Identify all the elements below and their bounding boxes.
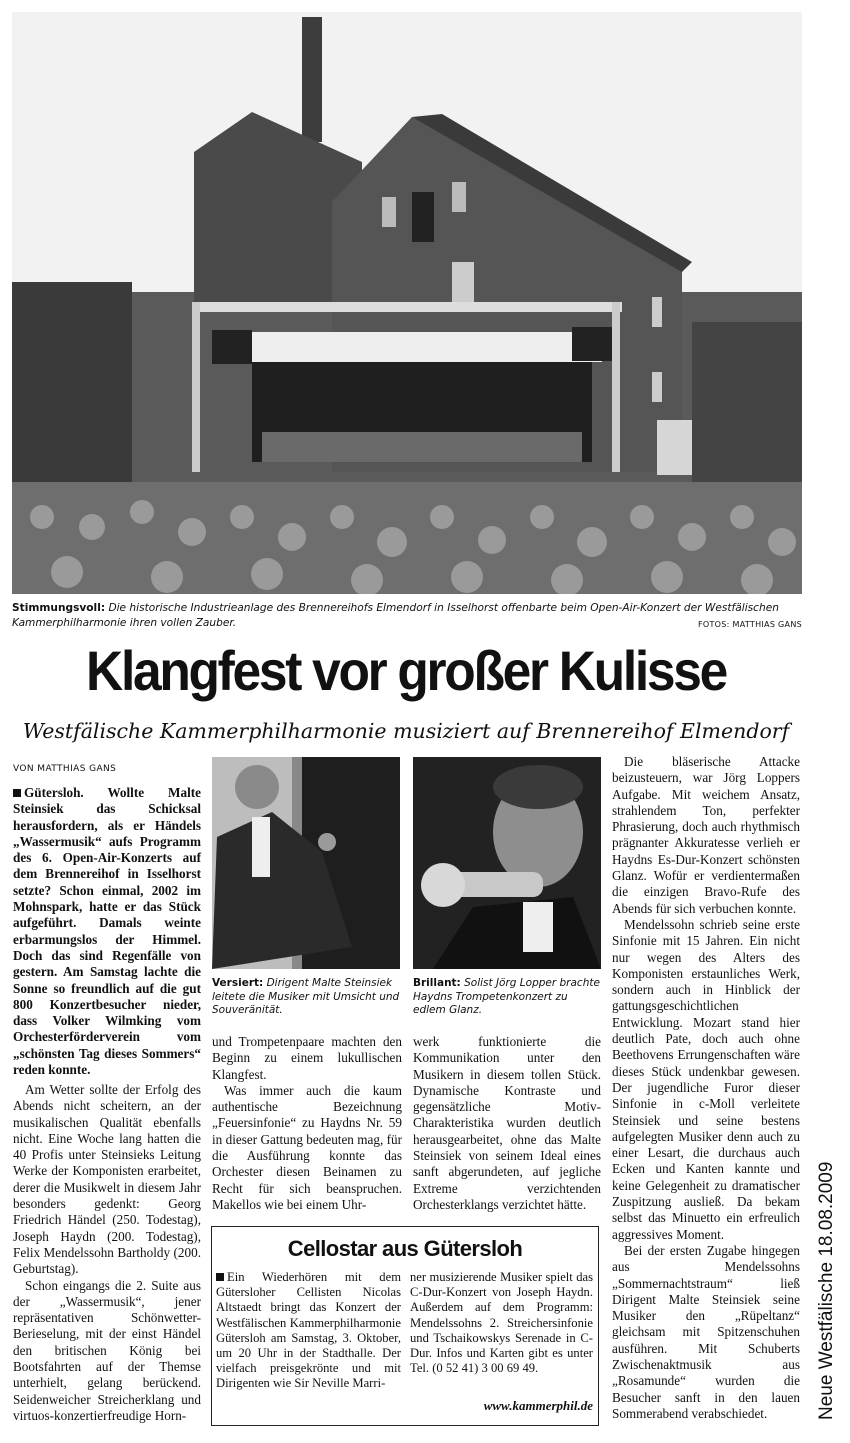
article-paragraph: Was immer auch die kaum authentische Bezeichnung „Feuersinfonie“ zu Haydns Nr. 59 in dieser Gattung bedeuten mag, für die Ausführung konnte das Orchester diesen Beinamen zu Recht für sich beanspruchen. Makellos wie bei einem Uhr- — [212, 1082, 402, 1212]
trumpet-photo-caption — [413, 977, 603, 1018]
article-paragraph: Mendelssohn schrieb seine erste Sinfonie mit 15 Jahren. Ein nicht nur wegen des Alters des Komponisten erstaunliches Werk, sondern auch in Hinblick der gattungsgeschichtlichen Entwicklung. Mozart stand hier deutlich Pate, doch auch ohne Beethovens Errungenschaften wäre dieses Stück undenkbar gewesen. Der jugendliche Furor dieser Sinfonie in c-Moll verleitete Steinsiek und seine bestens aufgelegten Musiker denn auch zu einer Lesart, die durchaus auch Ecken und Kanten kannte und keine Gelegenheit zu dramatischer Zuspitzung ausließ. Da bekam selbst das Minuetto ein erfreulich aggressives Moment. — [612, 916, 800, 1242]
article-paragraph: werk funktionierte die Kommunikation unter den Musikern in diesem tollen Stück. Dynamische Kontraste und gegensätzliche Motiv-Charakteristika wurden deutlich herausgearbeitet, ohne das Malte Steinsiek von seinem Ideal eines sanft abgerundeten, auf jegliche Extreme verzichtenden Orchesterklangs verzichtet hätte. — [413, 1034, 601, 1212]
conductor-photo-caption — [212, 977, 402, 1018]
article-paragraph: Am Wetter sollte der Erfolg des Abends nicht scheitern, an der musikalischen Qualität ebenfalls nicht. Eine Woche lang hatten die 40 Profis unter Steinsieks Leitung Werke der Komponisten erarbeitet, derer die Musikwelt in diesem Jahr besonders gedenkt: Georg Friedrich Händel (250. Todestag), Joseph Haydn (200. Todestag), Felix Mendelssohn Bartholdy (200. Geburtstag). — [13, 1082, 201, 1277]
article-column-1-continued — [13, 1082, 201, 1424]
source-label-text: Neue Westfälische 18.08.2009 — [816, 1161, 837, 1420]
headline: Klangfest vor großer Kulisse — [86, 639, 726, 702]
info-box-column-2 — [410, 1270, 593, 1376]
article-lead: Gütersloh. Wollte Malte Steinsiek das Schicksal herausfordern, als er Händels „Wassermusik“ aufs Programm des 6. Open-Air-Konzerts auf dem Brennereihof in Isselhorst setzte? Schon einmal, 2002 im Mohnspark, hatte er das Stück aufgeführt. Damals weinte erbarmungslos der Himmel. Doch das sind Regenfälle von gestern. Am Samstag lachte die Sonne so freundlich auf die gut 800 Konzertbesucher nieder, dass Volker Wilmking vom Orchesterförderverein vom „schönsten Tag dieses Sommers“ reden konnte. — [13, 785, 201, 1078]
article-paragraph: und Trompetenpaare machten den Beginn zu einem lukullischen Klangfest. — [212, 1034, 402, 1082]
info-box-column-1 — [216, 1270, 401, 1392]
conductor-caption-text: Dirigent Malte Steinsiek leitete die Musiker mit Umsicht und Souveränität. — [212, 977, 400, 1016]
main-photo-caption-text: Die historische Industrieanlage des Brennereihofs Elmendorf in Isselhorst offenbarte beim Open-Air-Konzert der Westfälischen Kammerphilharmonie ihren vollen Zauber. — [12, 602, 779, 629]
info-box-text: Ein Wiederhören mit dem Gütersloher Cellisten Nicolas Altstaedt bringt das Konzert der Westfälischen Kammerphilharmonie Gütersloh am Samstag, 3. Oktober, um 20 Uhr in der Stadthalle. Der vielfach preisgekrönte und mit Dirigenten wie Sir Neville Marri- — [216, 1270, 401, 1391]
byline: VON MATTHIAS GANS — [13, 764, 117, 774]
subheadline: Westfälische Kammerphilharmonie musiziert auf Brennereihof Elmendorf — [22, 719, 790, 743]
trumpet-caption-label: Brillant: — [413, 977, 461, 989]
info-box-url[interactable]: www.kammerphil.de — [483, 1398, 593, 1413]
main-photo-caption-label: Stimmungsvoll: — [12, 602, 106, 614]
paragraph-marker-icon — [216, 1273, 224, 1281]
main-photo — [12, 12, 802, 594]
source-label — [816, 1161, 850, 1420]
paragraph-marker-icon — [13, 789, 21, 797]
article-column-4 — [612, 754, 800, 1422]
info-box-title: Cellostar aus Gütersloh — [287, 1236, 523, 1261]
article-column-2 — [212, 1034, 402, 1213]
article-column-1 — [13, 785, 201, 1078]
conductor-caption-label: Versiert: — [212, 977, 264, 989]
article-column-3 — [413, 1034, 601, 1213]
article-paragraph: Schon eingangs die 2. Suite aus der „Wassermusik“, jener repräsentativen Schönwetter-Berieselung, mit der einst Händel den britischen König bei Bootsfahrten auf der Themse unterhielt, gelang berückend. Seidenweicher Streicherklang und virtuos-konzertierfreudige Horn- — [13, 1277, 201, 1423]
trumpet-caption-text: Solist Jörg Lopper brachte Haydns Trompetenkonzert zu edlem Glanz. — [413, 977, 600, 1016]
photo-credit: FOTOS: MATTHIAS GANS — [698, 620, 802, 629]
conductor-photo — [212, 757, 400, 969]
article-paragraph: Bei der ersten Zugabe hingegen aus Mendelssohns „Sommernachtstraum“ ließ Dirigent Malte Steinsiek seine Musiker den „Rüpeltanz“ gleichsam mit Spitzenschuhen ausführen. Mit Schuberts Zwischenaktmusik aus „Rosamunde“ wurden die Besucher sanft in den lauen Sommerabend verabschiedet. — [612, 1242, 800, 1421]
article-paragraph: Die bläserische Attacke beizusteuern, war Jörg Loppers Aufgabe. Mit weichem Ansatz, strahlendem Ton, perfekter Phrasierung, doch auch rhythmisch prägnanter Akkuratesse verlieh er Haydns Es-Dur-Konzert schönsten Glanz. Wofür er verdientermaßen die einzigen Bravo-Rufe des Abends für sich verbuchen konnte. — [612, 754, 800, 916]
info-box-text: ner musizierende Musiker spielt das C-Dur-Konzert von Joseph Haydn. Außerdem auf dem Programm: Mendelssohns 2. Streichersinfonie und Tschaikowskys Serenade in C-Dur. Infos und Karten gibt es unter Tel. (0 52 41) 3 00 69 49. — [410, 1270, 593, 1376]
main-photo-caption — [12, 601, 802, 631]
trumpet-photo — [413, 757, 601, 969]
